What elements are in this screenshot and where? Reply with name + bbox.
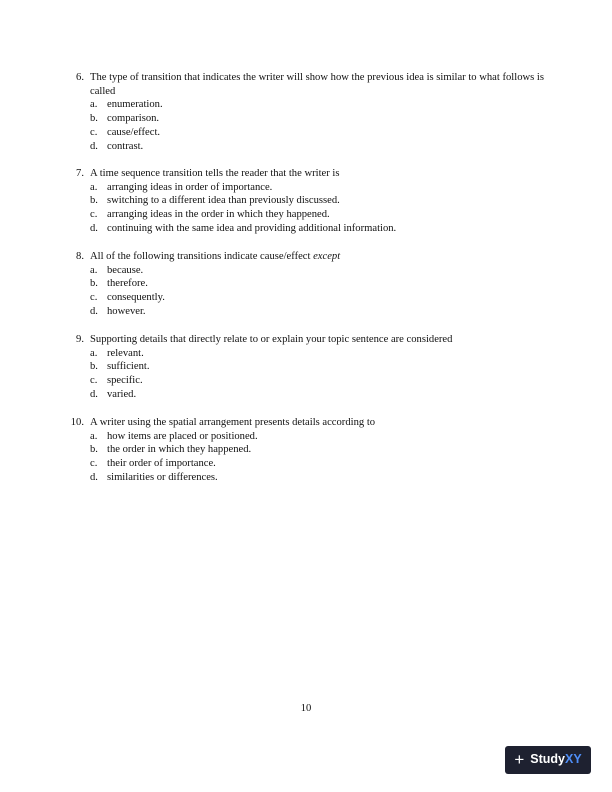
brand-name-main: Study: [530, 752, 565, 767]
option-a: [90, 430, 550, 444]
option-text: continuing with the same idea and providing additional information.: [107, 222, 397, 234]
answer-options: [90, 181, 550, 236]
question-9: [60, 333, 550, 402]
question-number: 7.: [76, 168, 84, 179]
option-text: arranging ideas in order of importance.: [107, 181, 273, 193]
option-b: [90, 360, 550, 374]
brand-name: [530, 753, 581, 767]
option-letter: a.: [90, 99, 98, 111]
question-number: 8.: [76, 251, 84, 262]
option-letter: c.: [90, 126, 98, 138]
option-text: arranging ideas in the order in which they happened.: [107, 209, 330, 221]
question-stem-emphasis: except: [313, 251, 341, 262]
option-text: because.: [107, 264, 144, 276]
question-6: [60, 71, 550, 153]
option-letter: c.: [90, 292, 98, 304]
option-letter: a.: [90, 264, 98, 276]
brand-name-accent: XY: [564, 752, 582, 767]
answer-options: [90, 264, 550, 319]
option-letter: b.: [90, 195, 98, 207]
option-text: similarities or differences.: [107, 471, 218, 483]
option-a: [90, 347, 550, 361]
option-letter: a.: [90, 347, 98, 359]
option-c: [90, 291, 550, 305]
option-d: [90, 140, 550, 154]
option-a: [90, 98, 550, 112]
option-text: specific.: [107, 375, 143, 387]
option-d: [90, 222, 550, 236]
question-number: 6.: [76, 72, 84, 83]
option-c: [90, 457, 550, 471]
option-letter: a.: [90, 430, 98, 442]
option-d: [90, 305, 550, 319]
option-letter: c.: [90, 209, 98, 221]
question-8: [60, 250, 550, 319]
option-letter: d.: [90, 222, 98, 234]
option-a: [90, 264, 550, 278]
option-b: [90, 277, 550, 291]
option-text: their order of importance.: [107, 458, 216, 470]
option-d: [90, 471, 550, 485]
option-text: contrast.: [107, 140, 144, 152]
option-letter: d.: [90, 471, 98, 483]
option-c: [90, 374, 550, 388]
option-text: the order in which they happened.: [107, 444, 252, 456]
question-10: [60, 416, 550, 485]
question-stem: A time sequence transition tells the reader that the writer is: [90, 168, 340, 179]
option-text: therefore.: [107, 278, 148, 290]
option-text: however.: [107, 305, 146, 317]
option-letter: c.: [90, 375, 98, 387]
question-stem: Supporting details that directly relate to or explain your topic sentence are considered: [90, 334, 453, 345]
option-text: sufficient.: [107, 361, 150, 373]
question-stem: The type of transition that indicates the writer will show how the previous idea is similar to what follows is called: [90, 72, 544, 97]
option-letter: a.: [90, 181, 98, 193]
plus-icon: +: [514, 750, 525, 769]
option-letter: b.: [90, 444, 98, 456]
question-stem-text: All of the following transitions indicate cause/effect: [90, 251, 311, 262]
answer-options: [90, 347, 550, 402]
question-number: 9.: [76, 334, 84, 345]
option-text: cause/effect.: [107, 126, 161, 138]
question-7: [60, 167, 550, 236]
page-number: 10: [300, 703, 312, 714]
option-letter: d.: [90, 388, 98, 400]
option-letter: d.: [90, 305, 98, 317]
option-text: enumeration.: [107, 99, 163, 111]
option-b: [90, 112, 550, 126]
option-a: [90, 181, 550, 195]
option-text: relevant.: [107, 347, 144, 359]
question-stem: [90, 250, 550, 264]
studyxy-logo[interactable]: [505, 746, 591, 774]
option-b: [90, 194, 550, 208]
question-stem: A writer using the spatial arrangement presents details according to: [90, 417, 376, 428]
answer-options: [90, 98, 550, 153]
option-text: comparison.: [107, 113, 160, 125]
option-letter: c.: [90, 458, 98, 470]
option-c: [90, 208, 550, 222]
option-letter: d.: [90, 140, 98, 152]
option-d: [90, 388, 550, 402]
option-letter: b.: [90, 278, 98, 290]
option-text: consequently.: [107, 292, 165, 304]
answer-options: [90, 430, 550, 485]
option-letter: b.: [90, 361, 98, 373]
question-number: 10.: [70, 417, 84, 428]
option-text: how items are placed or positioned.: [107, 430, 258, 442]
option-text: varied.: [107, 388, 137, 400]
option-b: [90, 443, 550, 457]
option-letter: b.: [90, 113, 98, 125]
option-text: switching to a different idea than previously discussed.: [107, 195, 340, 207]
option-c: [90, 126, 550, 140]
